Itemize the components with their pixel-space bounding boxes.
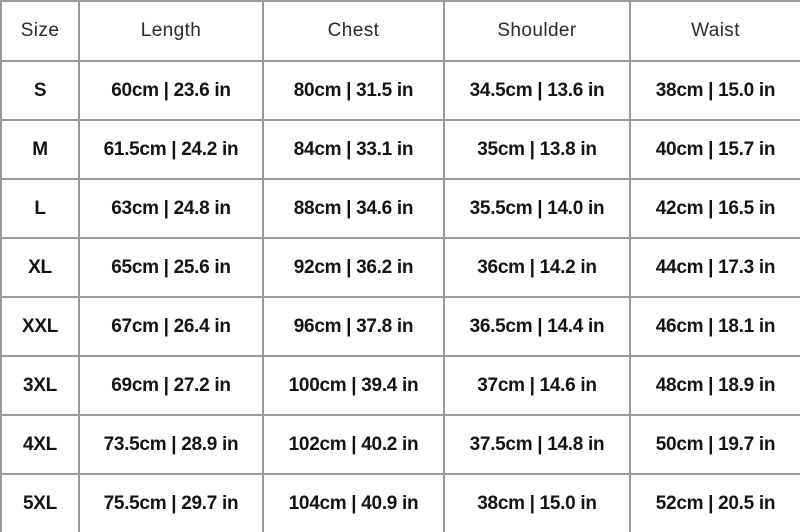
cell-length: 69cm | 27.2 in [79,356,263,415]
cell-size: 4XL [1,415,79,474]
cell-size: S [1,61,79,120]
cell-chest: 88cm | 34.6 in [263,179,444,238]
cell-chest: 92cm | 36.2 in [263,238,444,297]
table-header [1,1,800,61]
table-row [1,61,800,120]
cell-size: 5XL [1,474,79,532]
cell-shoulder: 38cm | 15.0 in [444,474,630,532]
cell-shoulder: 35cm | 13.8 in [444,120,630,179]
table-row [1,474,800,532]
cell-shoulder: 36cm | 14.2 in [444,238,630,297]
cell-length: 61.5cm | 24.2 in [79,120,263,179]
cell-waist: 40cm | 15.7 in [630,120,800,179]
table-row [1,415,800,474]
cell-chest: 96cm | 37.8 in [263,297,444,356]
cell-chest: 84cm | 33.1 in [263,120,444,179]
cell-waist: 52cm | 20.5 in [630,474,800,532]
cell-size: XL [1,238,79,297]
table-row [1,120,800,179]
table-row [1,179,800,238]
cell-chest: 100cm | 39.4 in [263,356,444,415]
cell-shoulder: 37.5cm | 14.8 in [444,415,630,474]
column-header-chest: Chest [263,1,444,61]
cell-shoulder: 36.5cm | 14.4 in [444,297,630,356]
cell-waist: 50cm | 19.7 in [630,415,800,474]
header-row [1,1,800,61]
cell-size: XXL [1,297,79,356]
table-row [1,356,800,415]
cell-length: 75.5cm | 29.7 in [79,474,263,532]
cell-waist: 38cm | 15.0 in [630,61,800,120]
table-body [1,61,800,532]
table-row [1,297,800,356]
cell-chest: 104cm | 40.9 in [263,474,444,532]
cell-waist: 48cm | 18.9 in [630,356,800,415]
cell-size: M [1,120,79,179]
column-header-length: Length [79,1,263,61]
cell-chest: 80cm | 31.5 in [263,61,444,120]
cell-size: L [1,179,79,238]
cell-chest: 102cm | 40.2 in [263,415,444,474]
cell-length: 67cm | 26.4 in [79,297,263,356]
table-row [1,238,800,297]
cell-shoulder: 37cm | 14.6 in [444,356,630,415]
cell-length: 65cm | 25.6 in [79,238,263,297]
column-header-size: Size [1,1,79,61]
cell-length: 60cm | 23.6 in [79,61,263,120]
cell-length: 73.5cm | 28.9 in [79,415,263,474]
cell-size: 3XL [1,356,79,415]
cell-length: 63cm | 24.8 in [79,179,263,238]
cell-waist: 44cm | 17.3 in [630,238,800,297]
column-header-shoulder: Shoulder [444,1,630,61]
column-header-waist: Waist [630,1,800,61]
cell-waist: 46cm | 18.1 in [630,297,800,356]
cell-shoulder: 34.5cm | 13.6 in [444,61,630,120]
cell-waist: 42cm | 16.5 in [630,179,800,238]
cell-shoulder: 35.5cm | 14.0 in [444,179,630,238]
